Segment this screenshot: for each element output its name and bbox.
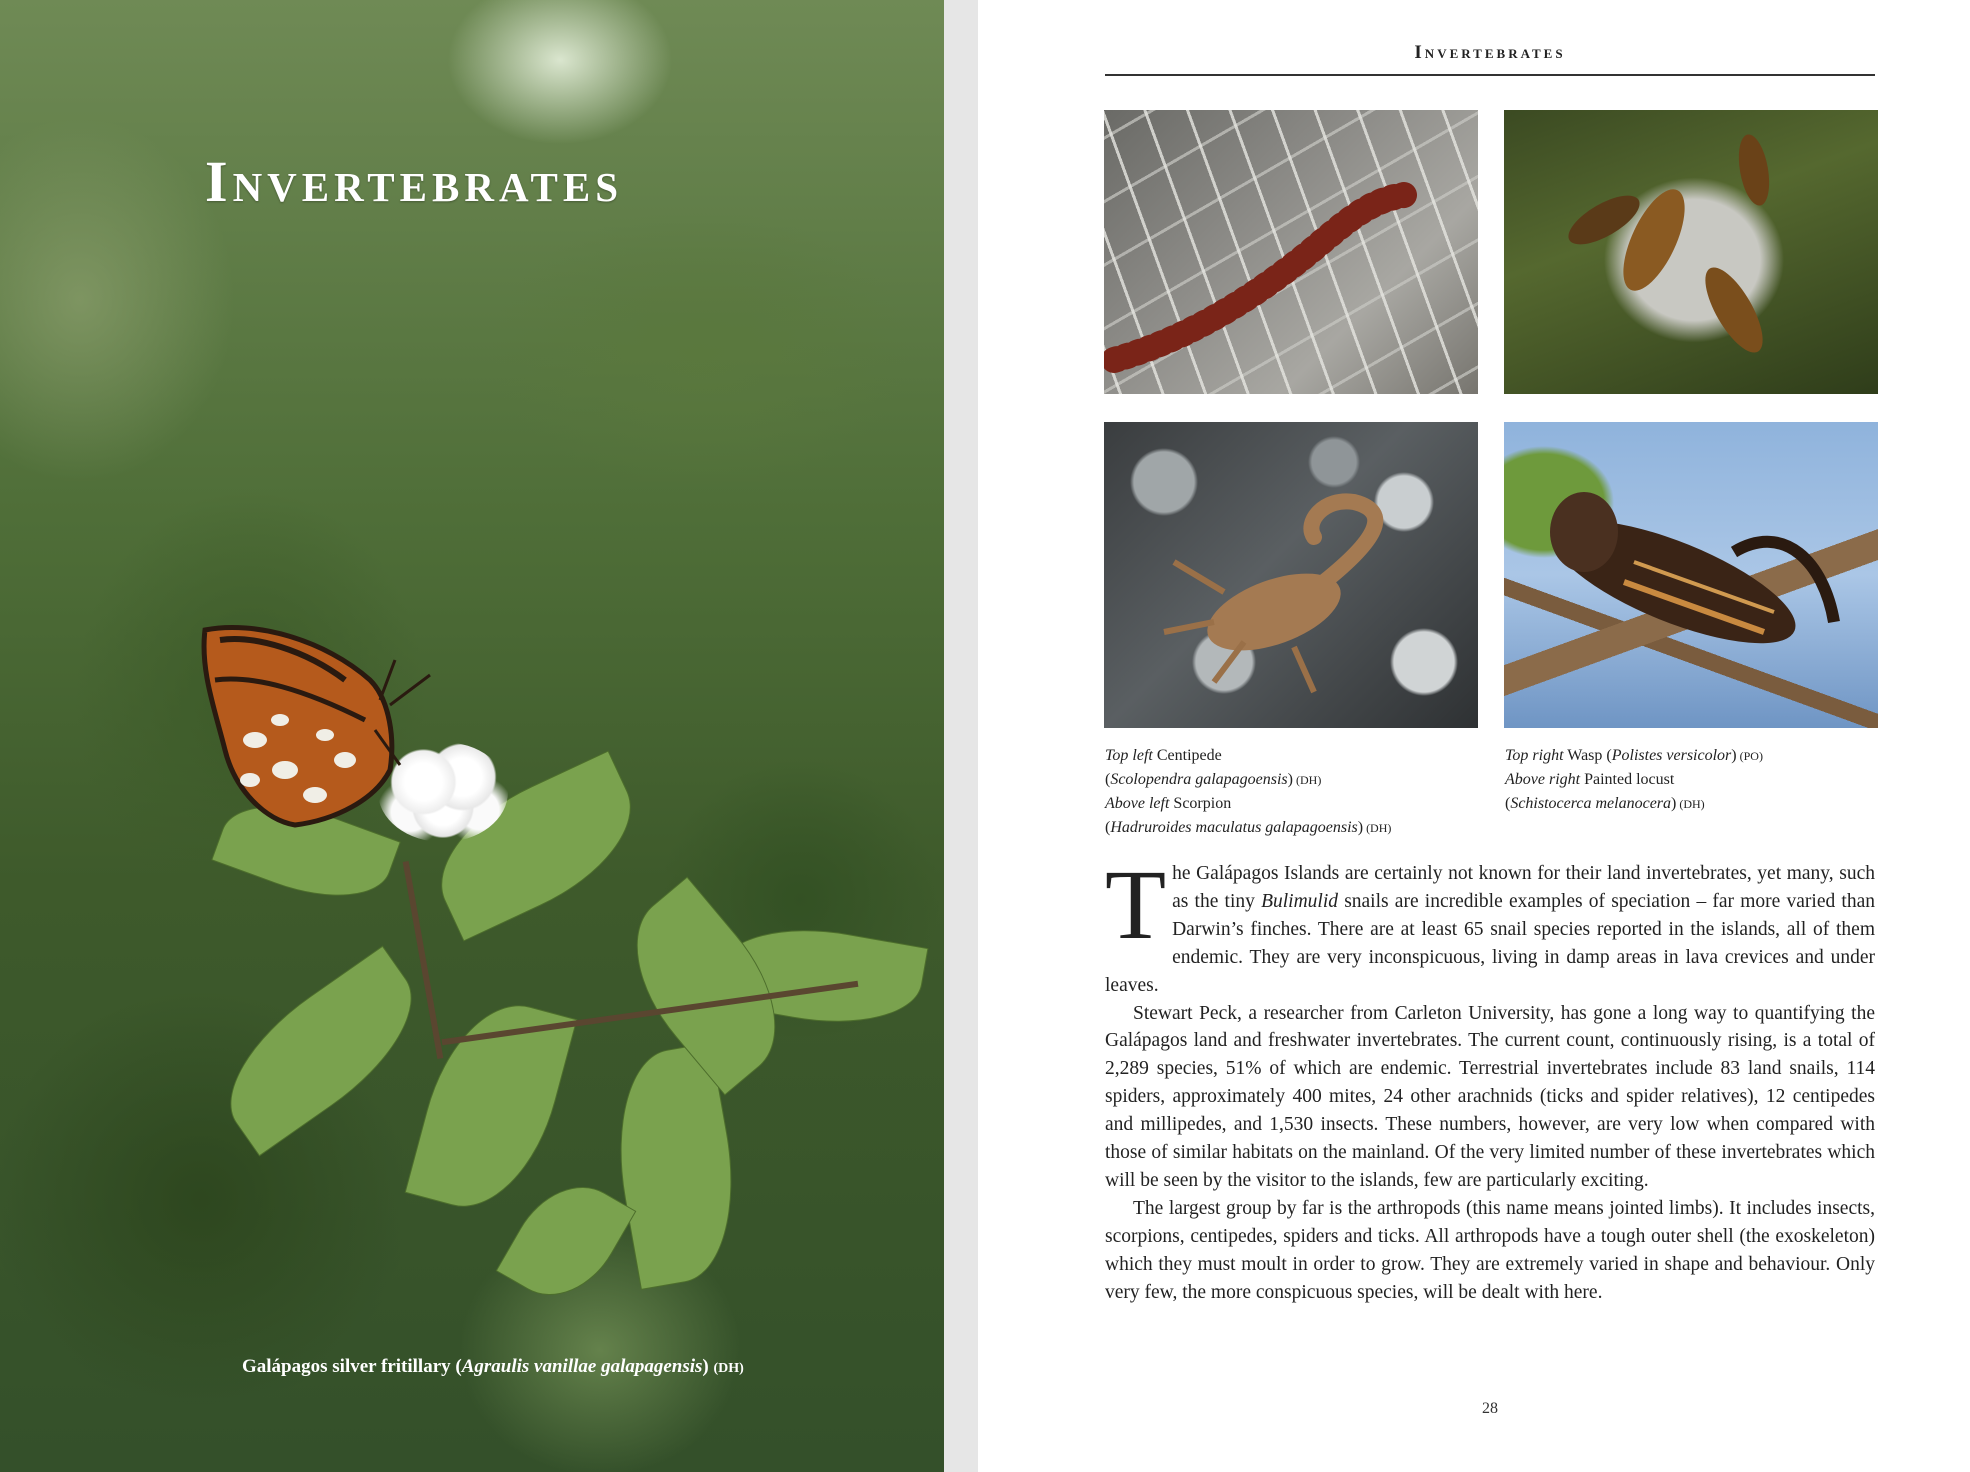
page-number: 28 (1482, 1400, 1498, 1417)
caption-text: ) (1731, 747, 1737, 764)
book-gutter (944, 0, 978, 1472)
paragraph-text: he Galápagos Islands are certainly not known for their land invertebrates, yet many, such as the tiny (1172, 863, 1875, 912)
leaf (201, 946, 441, 1157)
caption-common-name: Galápagos silver fritillary ( (242, 1356, 462, 1377)
caption-credit: (DH) (1363, 821, 1392, 835)
caption-left-column (1105, 744, 1475, 840)
drop-cap: T (1105, 849, 1167, 960)
caption-text: ( (1105, 819, 1111, 836)
caption-text: Scorpion (1169, 795, 1232, 812)
caption-credit: (DH) (1292, 773, 1322, 787)
running-head: Invertebrates (1414, 42, 1566, 63)
butterfly-caption (242, 1356, 744, 1378)
left-page-photo (0, 0, 944, 1472)
paragraph-italic: Bulimulid (1261, 890, 1338, 912)
photo-scorpion (1104, 422, 1478, 728)
paragraph-3: The largest group by far is the arthropods (this name means jointed limbs). It includes insects, scorpions, centipedes, spiders and ticks. All arthropods have a tough outer shell (the exoskeleton) which they must moult in order to grow. They are extremely varied in shape and behaviour. Only very few, the more conspicuous species, will be dealt with here. (1105, 1197, 1875, 1303)
photo-painted-locust (1504, 422, 1878, 728)
caption-line (1105, 792, 1475, 816)
right-page (978, 0, 1970, 1472)
body-text (1105, 849, 1875, 1307)
caption-text: ) (1357, 819, 1364, 836)
caption-scientific-name: Scolopendra galapagoensis (1110, 771, 1288, 788)
caption-text: ) (1671, 795, 1677, 812)
leaf (496, 1165, 637, 1317)
caption-position: Above left (1105, 795, 1170, 812)
caption-line (1105, 768, 1475, 792)
caption-scientific-name: Schistocerca melanocera (1510, 795, 1672, 812)
caption-credit: (PO) (1736, 749, 1763, 763)
caption-text: ( (1505, 795, 1511, 812)
caption-line (1505, 768, 1875, 792)
caption-position: Top left (1105, 747, 1153, 764)
paragraph-text: snails are incredible examples of speciation – far more varied than Darwin’s finches. There are at least 65 snail species reported in the islands, all of them endemic. They are very inconspicuous, living in damp areas in lava crevices and under leaves. (1105, 890, 1875, 996)
caption-line (1505, 792, 1875, 816)
caption-line (1105, 744, 1475, 768)
caption-credit: (DH) (1676, 797, 1705, 811)
caption-right-column (1505, 744, 1875, 816)
paragraph-2: Stewart Peck, a researcher from Carleton University, has gone a long way to quantifying the Galápagos land and freshwater invertebrates. The current count, continuously rising, is a total of 2,289 species, 51% of which are endemic. Terrestrial invertebrates include 83 land snails, 114 spiders, approximately 400 mites, 24 other arachnids (ticks and spider relatives), 12 centipedes and millipedes, and 1,530 insects. These numbers, however, are very low when compared with those of similar habitats on the mainland. Of the very limited number of these invertebrates which will be seen by the visitor to the islands, few are particularly exciting. (1105, 1002, 1875, 1191)
paragraph-1 (1105, 849, 1875, 1000)
caption-scientific-name: Polistes versicolor (1611, 747, 1732, 764)
stem (403, 861, 444, 1059)
caption-position: Top right (1505, 747, 1564, 764)
caption-position: Above right (1505, 771, 1581, 788)
caption-line (1505, 744, 1875, 768)
caption-text: ( (1105, 771, 1111, 788)
header-rule (1105, 74, 1875, 76)
caption-credit: (DH) (713, 1361, 744, 1376)
caption-text: Painted locust (1580, 771, 1675, 788)
caption-text: Wasp ( (1563, 747, 1612, 764)
butterfly-illustration (195, 620, 455, 850)
caption-scientific-name: Hadruroides maculatus galapagoensis (1110, 819, 1358, 836)
photo-wasp-nest (1504, 110, 1878, 394)
photo-centipede (1104, 110, 1478, 394)
chapter-title: Invertebrates (205, 149, 624, 214)
caption-line (1105, 816, 1475, 840)
caption-text: ) (1287, 771, 1293, 788)
caption-close-paren: ) (702, 1356, 709, 1377)
caption-scientific-name: Agraulis vanillae galapagensis (461, 1356, 703, 1377)
caption-text: Centipede (1152, 747, 1222, 764)
